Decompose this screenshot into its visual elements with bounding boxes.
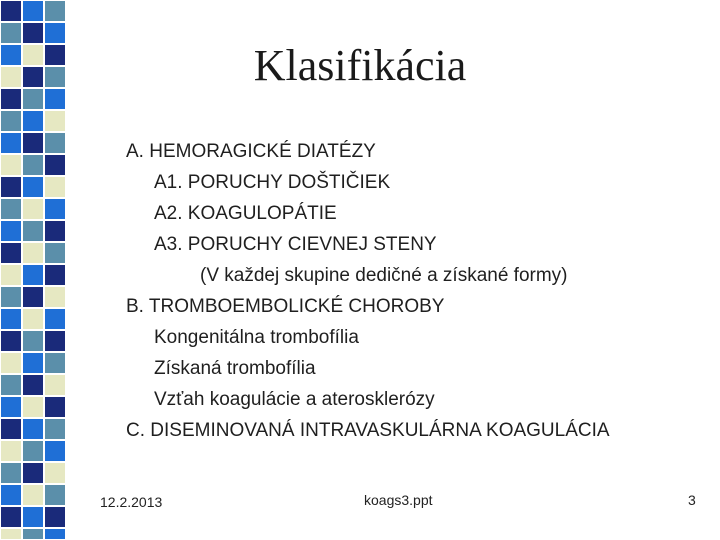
stripe-block — [0, 110, 22, 132]
stripe-block — [22, 176, 44, 198]
stripe-block — [44, 506, 66, 528]
stripe-block — [44, 154, 66, 176]
stripe-block — [0, 242, 22, 264]
stripe-block — [22, 462, 44, 484]
stripe-block — [0, 462, 22, 484]
stripe-block — [22, 242, 44, 264]
stripe-block — [22, 330, 44, 352]
stripe-block — [0, 308, 22, 330]
stripe-block — [22, 154, 44, 176]
stripe-block — [22, 308, 44, 330]
outline-item-b2: Získaná trombofília — [154, 358, 316, 379]
stripe-block — [44, 132, 66, 154]
stripe-block — [22, 198, 44, 220]
stripe-block — [0, 88, 22, 110]
stripe-block — [0, 66, 22, 88]
stripe-block — [44, 286, 66, 308]
stripe-block — [22, 44, 44, 66]
stripe-block — [0, 154, 22, 176]
stripe-block — [0, 132, 22, 154]
stripe-block — [44, 198, 66, 220]
stripe-block — [44, 88, 66, 110]
decorative-stripe — [0, 0, 66, 540]
stripe-block — [44, 264, 66, 286]
stripe-block — [44, 242, 66, 264]
stripe-block — [22, 506, 44, 528]
stripe-block — [44, 418, 66, 440]
stripe-block — [22, 22, 44, 44]
stripe-block — [0, 330, 22, 352]
stripe-block — [0, 286, 22, 308]
stripe-block — [44, 220, 66, 242]
outline-item-a3: A3. PORUCHY CIEVNEJ STENY — [154, 234, 437, 255]
slide-title: Klasifikácia — [253, 41, 467, 90]
stripe-block — [22, 286, 44, 308]
stripe-block — [22, 528, 44, 540]
stripe-block — [0, 506, 22, 528]
stripe-block — [0, 44, 22, 66]
stripe-block — [44, 462, 66, 484]
footer-page-number: 3 — [688, 492, 696, 508]
stripe-block — [22, 110, 44, 132]
stripe-block — [22, 264, 44, 286]
stripe-block — [44, 352, 66, 374]
stripe-block — [22, 440, 44, 462]
stripe-block — [22, 0, 44, 22]
stripe-block — [0, 198, 22, 220]
stripe-block — [0, 440, 22, 462]
stripe-block — [22, 66, 44, 88]
stripe-block — [44, 22, 66, 44]
stripe-block — [44, 176, 66, 198]
outline-note: (V každej skupine dedičné a získané formy) — [200, 265, 568, 286]
stripe-block — [0, 352, 22, 374]
stripe-block — [0, 176, 22, 198]
stripe-block — [44, 0, 66, 22]
outline-item-b1: Kongenitálna trombofília — [154, 327, 359, 348]
stripe-block — [44, 396, 66, 418]
stripe-block — [0, 396, 22, 418]
stripe-block — [44, 528, 66, 540]
footer-date: 12.2.2013 — [100, 494, 163, 510]
outline-item-a: A. HEMORAGICKÉ DIATÉZY — [126, 141, 376, 162]
stripe-block — [22, 88, 44, 110]
stripe-block — [0, 22, 22, 44]
stripe-block — [44, 308, 66, 330]
stripe-block — [44, 44, 66, 66]
stripe-block — [0, 484, 22, 506]
stripe-block — [44, 330, 66, 352]
stripe-block — [0, 220, 22, 242]
stripe-block — [0, 264, 22, 286]
stripe-block — [44, 110, 66, 132]
outline-item-a2: A2. KOAGULOPÁTIE — [154, 203, 337, 224]
stripe-block — [44, 440, 66, 462]
stripe-block — [0, 0, 22, 22]
outline-item-b: B. TROMBOEMBOLICKÉ CHOROBY — [126, 296, 445, 317]
stripe-block — [22, 220, 44, 242]
stripe-block — [0, 528, 22, 540]
stripe-block — [22, 374, 44, 396]
stripe-block — [22, 418, 44, 440]
stripe-block — [22, 396, 44, 418]
stripe-block — [44, 484, 66, 506]
stripe-block — [0, 374, 22, 396]
stripe-block — [44, 66, 66, 88]
outline-item-c: C. DISEMINOVANÁ INTRAVASKULÁRNA KOAGULÁCIA — [126, 420, 610, 441]
stripe-block — [22, 132, 44, 154]
outline-item-b3: Vzťah koagulácie a aterosklerózy — [154, 389, 435, 410]
stripe-block — [22, 352, 44, 374]
stripe-block — [22, 484, 44, 506]
footer-filename: koags3.ppt — [364, 492, 433, 508]
outline-item-a1: A1. PORUCHY DOŠTIČIEK — [154, 172, 391, 193]
stripe-block — [0, 418, 22, 440]
stripe-block — [44, 374, 66, 396]
